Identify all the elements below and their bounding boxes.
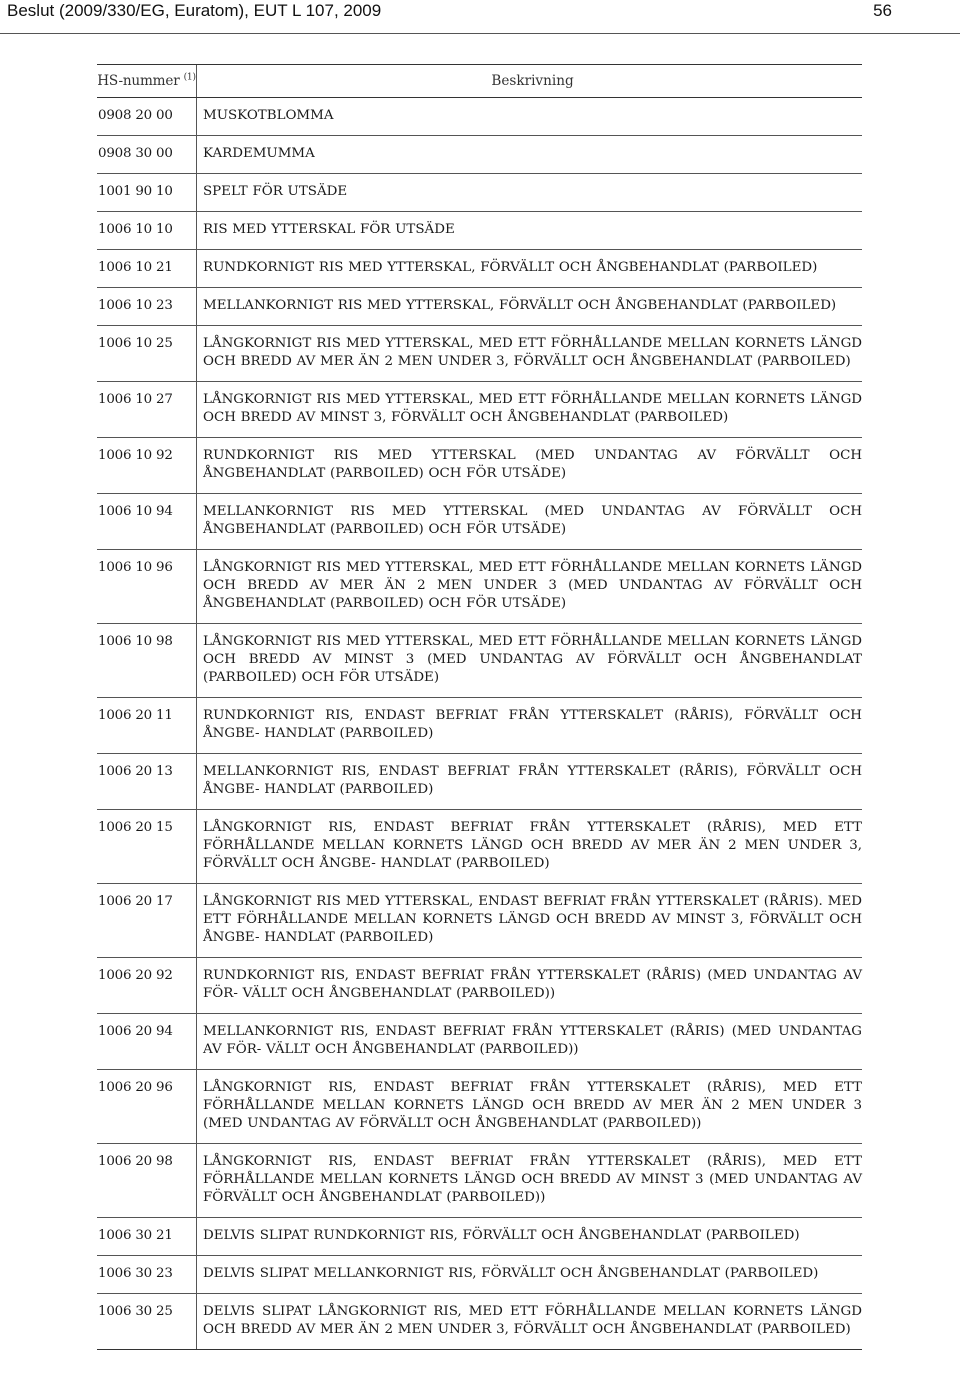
- column-header-description: Beskrivning: [491, 73, 574, 89]
- table-row: [97, 1256, 862, 1294]
- description-cell: LÅNGKORNIGT RIS MED YTTERSKAL, MED ETT FÖRHÅLLANDE MELLAN KORNETS LÄNGD OCH BREDD AV MER ÄN 2 MEN UNDER 3 (MED UNDANTAG AV FÖRVÄLLT OCH ÅNGBEHANDLAT (PARBOILED) OCH FÖR UTSÄDE): [203, 560, 862, 611]
- description-cell: DELVIS SLIPAT RUNDKORNIGT RIS, FÖRVÄLLT OCH ÅNGBEHANDLAT (PARBOILED): [203, 1228, 800, 1243]
- description-cell: LÅNGKORNIGT RIS, ENDAST BEFRIAT FRÅN YTTERSKALET (RÅRIS), MED ETT FÖRHÅLLANDE MELLAN KORNETS LÄNGD OCH BREDD AV MER ÄN 2 MEN UNDER 3 (MED UNDANTAG AV FÖRVÄLLT OCH ÅNGBEHANDLAT (PARBOILED)): [203, 1080, 862, 1131]
- description-cell: DELVIS SLIPAT MELLANKORNIGT RIS, FÖRVÄLLT OCH ÅNGBEHANDLAT (PARBOILED): [203, 1266, 819, 1281]
- description-cell: MELLANKORNIGT RIS, ENDAST BEFRIAT FRÅN YTTERSKALET (RÅRIS), FÖRVÄLLT OCH ÅNGBE- HANDLAT (PARBOILED): [203, 764, 862, 797]
- table-row: [97, 136, 862, 174]
- description-cell: LÅNGKORNIGT RIS MED YTTERSKAL, MED ETT FÖRHÅLLANDE MELLAN KORNETS LÄNGD OCH BREDD AV MINST 3 (MED UNDANTAG AV FÖRVÄLLT OCH ÅNGBEHANDLAT (PARBOILED) OCH FÖR UTSÄDE): [203, 634, 862, 685]
- hs-code-cell: 1006 10 25: [97, 326, 197, 381]
- hs-code-cell: 1006 30 25: [97, 1294, 197, 1349]
- hs-code-cell: 1006 10 23: [97, 288, 197, 325]
- description-cell: RUNDKORNIGT RIS MED YTTERSKAL, FÖRVÄLLT OCH ÅNGBEHANDLAT (PARBOILED): [203, 260, 818, 275]
- table-row: [97, 550, 862, 624]
- hs-code-cell: 1006 10 21: [97, 250, 197, 287]
- hs-code-cell: 1006 20 13: [97, 754, 197, 809]
- table-row: [97, 1014, 862, 1070]
- hs-code-cell: 1006 20 11: [97, 698, 197, 753]
- description-cell: MUSKOTBLOMMA: [203, 108, 334, 123]
- hs-code-cell: 1006 20 94: [97, 1014, 197, 1069]
- page-header: [0, 0, 960, 34]
- table-body: [97, 98, 862, 1350]
- description-cell: LÅNGKORNIGT RIS, ENDAST BEFRIAT FRÅN YTTERSKALET (RÅRIS), MED ETT FÖRHÅLLANDE MELLAN KORNETS LÄNGD OCH BREDD AV MINST 3 (MED UNDANTAG AV FÖRVÄLLT OCH ÅNGBEHANDLAT (PARBOILED)): [203, 1154, 862, 1205]
- table-row: [97, 174, 862, 212]
- hs-code-cell: 0908 30 00: [97, 136, 197, 173]
- hs-code-cell: 0908 20 00: [97, 98, 197, 135]
- description-cell: DELVIS SLIPAT LÅNGKORNIGT RIS, MED ETT FÖRHÅLLANDE MELLAN KORNETS LÄNGD OCH BREDD AV MER ÄN 2 MEN UNDER 3, FÖRVÄLLT OCH ÅNGBEHANDLAT (PARBOILED): [203, 1304, 862, 1337]
- table-row: [97, 1144, 862, 1218]
- hs-code-cell: 1006 20 15: [97, 810, 197, 883]
- description-cell: LÅNGKORNIGT RIS MED YTTERSKAL, ENDAST BEFRIAT FRÅN YTTERSKALET (RÅRIS). MED ETT FÖRHÅLLANDE MELLAN KORNETS LÄNGD OCH BREDD AV MINST 3, FÖRVÄLLT OCH ÅNGBE- HANDLAT (PARBOILED): [203, 894, 862, 945]
- table-row: [97, 250, 862, 288]
- description-cell: MELLANKORNIGT RIS MED YTTERSKAL, FÖRVÄLLT OCH ÅNGBEHANDLAT (PARBOILED): [203, 298, 837, 313]
- footnote-marker: (1): [183, 72, 196, 83]
- description-cell: RUNDKORNIGT RIS, ENDAST BEFRIAT FRÅN YTTERSKALET (RÅRIS), FÖRVÄLLT OCH ÅNGBE- HANDLAT (PARBOILED): [203, 708, 862, 741]
- description-cell: RUNDKORNIGT RIS MED YTTERSKAL (MED UNDANTAG AV FÖRVÄLLT OCH ÅNGBEHANDLAT (PARBOILED) OCH FÖR UTSÄDE): [203, 448, 862, 481]
- hs-code-cell: 1006 20 92: [97, 958, 197, 1013]
- hs-code-table: [97, 64, 862, 1350]
- document-title: Beslut (2009/330/EG, Euratom), EUT L 107, 2009: [7, 1, 382, 20]
- description-cell: RUNDKORNIGT RIS, ENDAST BEFRIAT FRÅN YTTERSKALET (RÅRIS) (MED UNDANTAG AV FÖR- VÄLLT OCH ÅNGBEHANDLAT (PARBOILED)): [203, 968, 862, 1001]
- description-cell: KARDEMUMMA: [203, 146, 315, 161]
- hs-code-cell: 1006 10 10: [97, 212, 197, 249]
- column-header-hs-number-label: HS-nummer: [97, 73, 180, 89]
- table-header-row: [97, 65, 862, 98]
- hs-code-cell: 1001 90 10: [97, 174, 197, 211]
- hs-code-cell: 1006 10 27: [97, 382, 197, 437]
- table-row: [97, 624, 862, 698]
- table-row: [97, 212, 862, 250]
- table-row: [97, 382, 862, 438]
- table-row: [97, 326, 862, 382]
- table-row: [97, 288, 862, 326]
- hs-code-cell: 1006 30 23: [97, 1256, 197, 1293]
- table-row: [97, 810, 862, 884]
- description-cell: LÅNGKORNIGT RIS MED YTTERSKAL, MED ETT FÖRHÅLLANDE MELLAN KORNETS LÄNGD OCH BREDD AV MINST 3, FÖRVÄLLT OCH ÅNGBEHANDLAT (PARBOILED): [203, 392, 862, 425]
- table-row: [97, 1218, 862, 1256]
- description-cell: SPELT FÖR UTSÄDE: [203, 184, 348, 199]
- hs-code-cell: 1006 10 98: [97, 624, 197, 697]
- hs-code-cell: 1006 10 94: [97, 494, 197, 549]
- table-row: [97, 754, 862, 810]
- description-cell: MELLANKORNIGT RIS MED YTTERSKAL (MED UNDANTAG AV FÖRVÄLLT OCH ÅNGBEHANDLAT (PARBOILED) OCH FÖR UTSÄDE): [203, 504, 862, 537]
- table-row: [97, 494, 862, 550]
- table-row: [97, 958, 862, 1014]
- description-cell: LÅNGKORNIGT RIS MED YTTERSKAL, MED ETT FÖRHÅLLANDE MELLAN KORNETS LÄNGD OCH BREDD AV MER ÄN 2 MEN UNDER 3, FÖRVÄLLT OCH ÅNGBEHANDLAT (PARBOILED): [203, 336, 862, 369]
- table-row: [97, 98, 862, 136]
- description-cell: LÅNGKORNIGT RIS, ENDAST BEFRIAT FRÅN YTTERSKALET (RÅRIS), MED ETT FÖRHÅLLANDE MELLAN KORNETS LÄNGD OCH BREDD AV MER ÄN 2 MEN UNDER 3, FÖRVÄLLT OCH ÅNGBE- HANDLAT (PARBOILED): [203, 820, 862, 871]
- table-row: [97, 1070, 862, 1144]
- page-number: 56: [873, 1, 892, 20]
- hs-code-cell: 1006 30 21: [97, 1218, 197, 1255]
- hs-code-cell: 1006 10 96: [97, 550, 197, 623]
- table-row: [97, 884, 862, 958]
- table-row: [97, 698, 862, 754]
- column-header-hs-number: [97, 65, 197, 97]
- table-row: [97, 438, 862, 494]
- description-cell: MELLANKORNIGT RIS, ENDAST BEFRIAT FRÅN YTTERSKALET (RÅRIS) (MED UNDANTAG AV FÖR- VÄLLT OCH ÅNGBEHANDLAT (PARBOILED)): [203, 1024, 862, 1057]
- table-row: [97, 1294, 862, 1350]
- hs-code-cell: 1006 20 98: [97, 1144, 197, 1217]
- hs-code-cell: 1006 20 17: [97, 884, 197, 957]
- hs-code-cell: 1006 20 96: [97, 1070, 197, 1143]
- hs-code-cell: 1006 10 92: [97, 438, 197, 493]
- description-cell: RIS MED YTTERSKAL FÖR UTSÄDE: [203, 222, 455, 237]
